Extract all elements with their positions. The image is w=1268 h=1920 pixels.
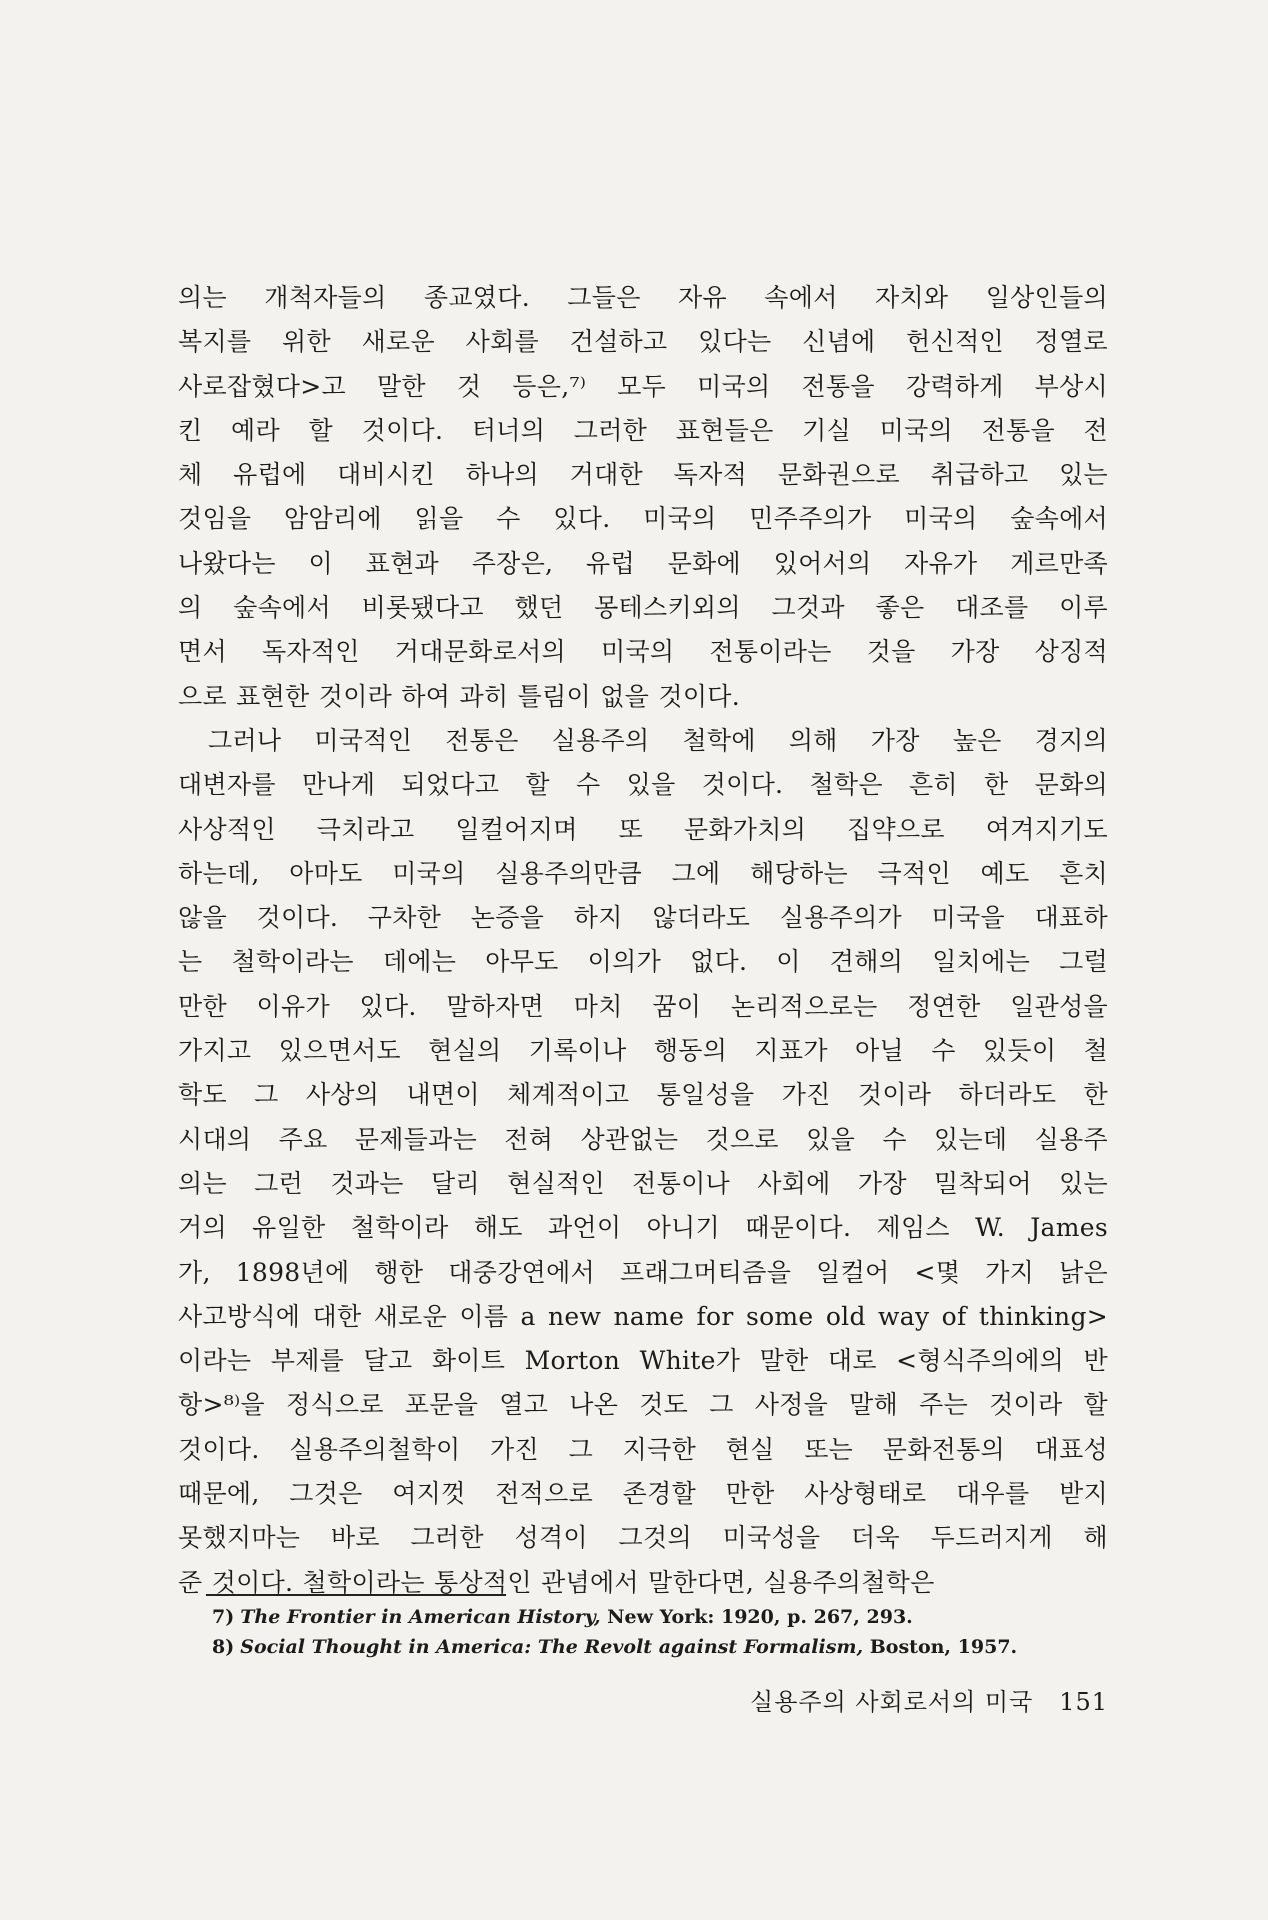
text-line: 사로잡혔다>고 말한 것 등은,⁷⁾ 모두 미국의 전통을 강력하게 부상시 [178,371,1108,401]
text-line: 준 것이다. 철학이라는 통상적인 관념에서 말한다면, 실용주의철학은 [178,1567,935,1597]
text-line: 가, 1898년에 행한 대중강연에서 프래그머티즘을 일컬어 <몇 가지 낡은 [178,1257,1108,1287]
text-line: 대변자를 만나게 되었다고 할 수 있을 것이다. 철학은 흔히 한 문화의 [178,770,1108,800]
text-line: 킨 예라 할 것이다. 터너의 그러한 표현들은 기실 미국의 전통을 전 [178,415,1108,445]
text-line: 사상적인 극치라고 일컬어지며 또 문화가치의 집약으로 여겨지기도 [178,814,1108,844]
paragraph-2 [178,719,1108,1605]
text-line: 것이다. 실용주의철학이 가진 그 지극한 현실 또는 문화전통의 대표성 [178,1434,1108,1464]
text-line: 면서 독자적인 거대문화로서의 미국의 전통이라는 것을 가장 상징적 [178,637,1108,667]
footnote-number: 7) [212,1606,235,1628]
text-line: 복지를 위한 새로운 사회를 건설하고 있다는 신념에 헌신적인 정열로 [178,327,1108,357]
text-line: 사고방식에 대한 새로운 이름 a new name for some old way of thinking> [178,1301,1108,1331]
running-footer [720,1682,1108,1717]
text-line: 이라는 부제를 달고 화이트 Morton White가 말한 대로 <형식주의에의 반 [178,1346,1108,1376]
text-line: 때문에, 그것은 여지껏 전적으로 존경할 만한 사상형태로 대우를 받지 [178,1479,1108,1509]
paragraph-1 [178,276,1108,719]
text-line: 체 유럽에 대비시킨 하나의 거대한 독자적 문화권으로 취급하고 있는 [178,460,1108,490]
footnote-8 [212,1632,1112,1662]
text-line: 못했지마는 바로 그러한 성격이 그것의 미국성을 더욱 두드러지게 해 [178,1523,1108,1553]
footnote-title: The Frontier in American History, [240,1606,601,1628]
text-line: 시대의 주요 문제들과는 전혀 상관없는 것으로 있을 수 있는데 실용주 [178,1124,1108,1154]
text-line: 만한 이유가 있다. 말하자면 마치 꿈이 논리적으로는 정연한 일관성을 [178,991,1108,1021]
text-line: 는 철학이라는 데에는 아무도 이의가 없다. 이 견해의 일치에는 그럴 [178,947,1108,977]
page-number: 151 [1059,1688,1108,1716]
text-line: 나왔다는 이 표현과 주장은, 유럽 문화에 있어서의 자유가 게르만족 [178,548,1108,578]
text-line: 의는 그런 것과는 달리 현실적인 전통이나 사회에 가장 밀착되어 있는 [178,1168,1108,1198]
footnote-title: Social Thought in America: The Revolt against Formalism, [240,1636,864,1658]
text-line: 것임을 암암리에 읽을 수 있다. 미국의 민주주의가 미국의 숲속에서 [178,504,1108,534]
text-line: 가지고 있으면서도 현실의 기록이나 행동의 지표가 아닐 수 있듯이 철 [178,1036,1108,1066]
text-line: 않을 것이다. 구차한 논증을 하지 않더라도 실용주의가 미국을 대표하 [178,903,1108,933]
text-line: 그러나 미국적인 전통은 실용주의 철학에 의해 가장 높은 경지의 [208,725,1108,755]
footnotes [212,1602,1112,1662]
footnote-7 [212,1602,1112,1632]
text-line: 학도 그 사상의 내면이 체계적이고 통일성을 가진 것이라 하더라도 한 [178,1080,1108,1110]
text-line: 의는 개척자들의 종교였다. 그들은 자유 속에서 자치와 일상인들의 [178,283,1108,312]
text-line: 으로 표현한 것이라 하여 과히 틀림이 없을 것이다. [178,681,740,711]
body-text [178,276,1108,1605]
text-line: 항>⁸⁾을 정식으로 포문을 열고 나온 것도 그 사정을 말해 주는 것이라 할 [178,1390,1108,1420]
footnote-citation: New York: 1920, p. 267, 293. [600,1606,913,1628]
footnote-citation: Boston, 1957. [863,1636,1018,1658]
text-line: 의 숲속에서 비롯됐다고 했던 몽테스키외의 그것과 좋은 대조를 이루 [178,593,1108,623]
footnote-rule [206,1594,506,1596]
running-title: 실용주의 사회로서의 미국 [750,1688,1034,1716]
text-line: 거의 유일한 철학이라 해도 과언이 아니기 때문이다. 제임스 W. James [178,1213,1108,1243]
text-line: 하는데, 아마도 미국의 실용주의만큼 그에 해당하는 극적인 예도 흔치 [178,858,1108,888]
footnote-number: 8) [212,1636,235,1658]
